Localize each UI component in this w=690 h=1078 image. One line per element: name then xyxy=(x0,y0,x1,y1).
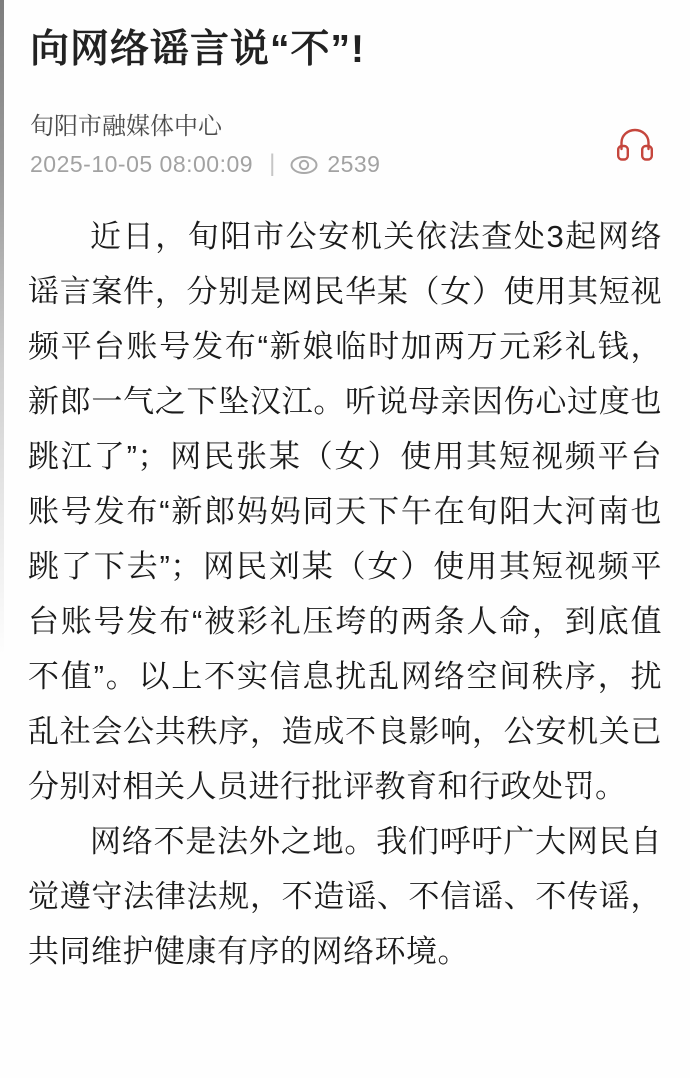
article-paragraph-2: 网络不是法外之地。我们呼吁广大网民自觉遵守法律法规，不造谣、不信谣、不传谣，共同维护健康有序的网络环境。 xyxy=(28,823,662,969)
article-meta-left xyxy=(30,111,380,179)
headphone-icon xyxy=(614,125,656,165)
view-count: 2539 xyxy=(327,151,381,178)
article-header xyxy=(0,0,690,179)
meta-divider: | xyxy=(269,149,276,177)
listen-audio-button[interactable] xyxy=(612,122,658,168)
eye-icon xyxy=(289,154,319,176)
date-views-row xyxy=(30,151,380,179)
article-source[interactable]: 旬阳市融媒体中心 xyxy=(30,112,222,140)
publish-time: 2025-10-05 08:00:09 xyxy=(30,151,254,178)
article-body xyxy=(0,209,690,979)
article-title: 向网络谣言说“不”! xyxy=(30,28,365,71)
article-paragraph-1: 近日，旬阳市公安机关依法查处3起网络谣言案件，分别是网民华某（女）使用其短视频平台账号发布“新娘临时加两万元彩礼钱，新郎一气之下坠汉江。听说母亲因伤心过度也跳江了”；网民张某（女）使用其短视频平台账号发布“新郎妈妈同天下午在旬阳大河南也跳了下去”；网民刘某（女）使用其短视频平台账号发布“被彩礼压垮的两条人命，到底值不值”。以上不实信息扰乱网络空间秩序，扰乱社会公共秩序，造成不良影响，公安机关已分别对相关人员进行批评教育和行政处罚。 xyxy=(28,218,662,804)
article-meta-row xyxy=(30,111,662,179)
